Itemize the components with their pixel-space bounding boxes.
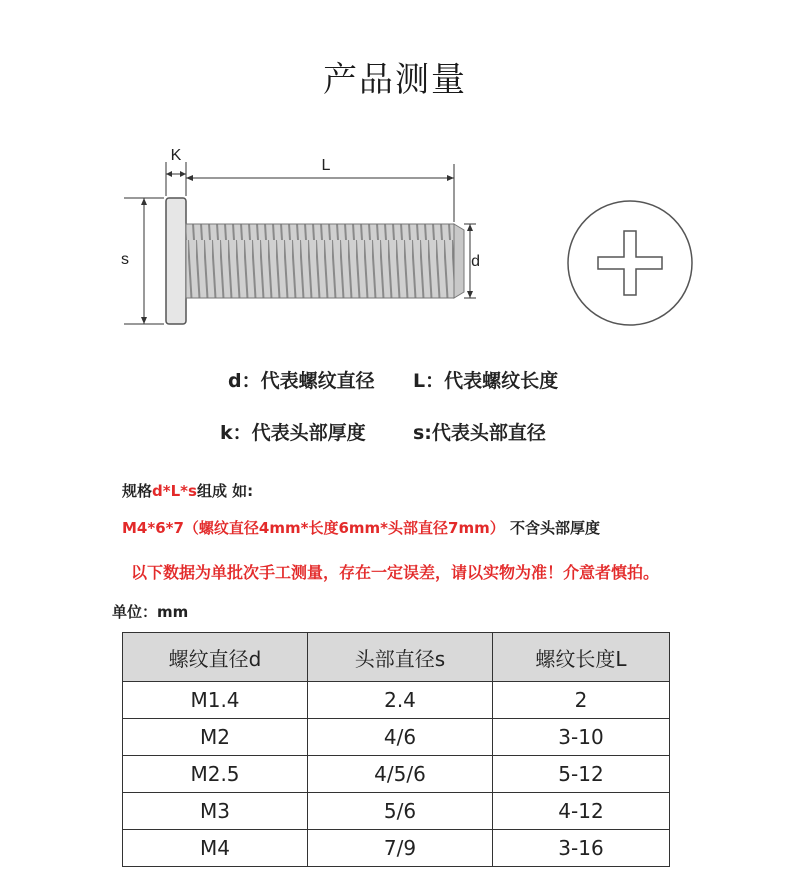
table-row (123, 793, 670, 830)
label-l: L (321, 157, 331, 174)
label-k: K (170, 147, 182, 164)
legend-d: d：代表螺纹直径 (228, 370, 375, 392)
cell-thread-diameter: M3 (123, 793, 308, 830)
legend-s: s:代表头部直径 (413, 422, 546, 444)
phillips-head-icon (565, 198, 695, 328)
cell-thread-length: 4-12 (493, 793, 670, 830)
spec-example (122, 517, 600, 538)
cell-head-diameter: 4/6 (308, 719, 493, 756)
page-title: 产品测量 (323, 60, 467, 100)
table-row (123, 830, 670, 867)
spec-example-note: 不含头部厚度 (509, 519, 600, 537)
spec-prefix: 规格 (122, 482, 153, 500)
unit-label: 单位：mm (112, 603, 189, 621)
spec-formula-value: d*L*s (152, 482, 197, 500)
table-row (123, 682, 670, 719)
table-header-row (123, 633, 670, 682)
legend-l: L：代表螺纹长度 (413, 370, 559, 392)
header-thread-length: 螺纹长度L (493, 633, 670, 682)
label-s: s (121, 251, 129, 268)
cell-thread-diameter: M1.4 (123, 682, 308, 719)
screw-head (166, 198, 186, 324)
table-row (123, 719, 670, 756)
cell-thread-length: 3-16 (493, 830, 670, 867)
cell-thread-length: 5-12 (493, 756, 670, 793)
size-table (122, 632, 670, 867)
header-thread-diameter: 螺纹直径d (123, 633, 308, 682)
measurement-notice: 以下数据为单批次手工测量，存在一定误差，请以实物为准！介意者慎拍。 (130, 563, 659, 582)
legend-k: k：代表头部厚度 (220, 422, 366, 444)
spec-suffix: 组成 如: (196, 482, 254, 500)
cell-thread-length: 2 (493, 682, 670, 719)
cell-thread-diameter: M2 (123, 719, 308, 756)
cell-head-diameter: 7/9 (308, 830, 493, 867)
label-d: d (471, 253, 480, 270)
screw-shaft (186, 224, 454, 298)
screw-side-diagram (100, 140, 480, 340)
header-head-diameter: 头部直径s (308, 633, 493, 682)
cell-head-diameter: 2.4 (308, 682, 493, 719)
cell-head-diameter: 4/5/6 (308, 756, 493, 793)
cell-thread-diameter: M2.5 (123, 756, 308, 793)
cell-thread-length: 3-10 (493, 719, 670, 756)
table-row (123, 756, 670, 793)
spec-example-red: M4*6*7（螺纹直径4mm*长度6mm*头部直径7mm） (122, 519, 505, 537)
cell-head-diameter: 5/6 (308, 793, 493, 830)
cell-thread-diameter: M4 (123, 830, 308, 867)
spec-formula (122, 480, 253, 501)
